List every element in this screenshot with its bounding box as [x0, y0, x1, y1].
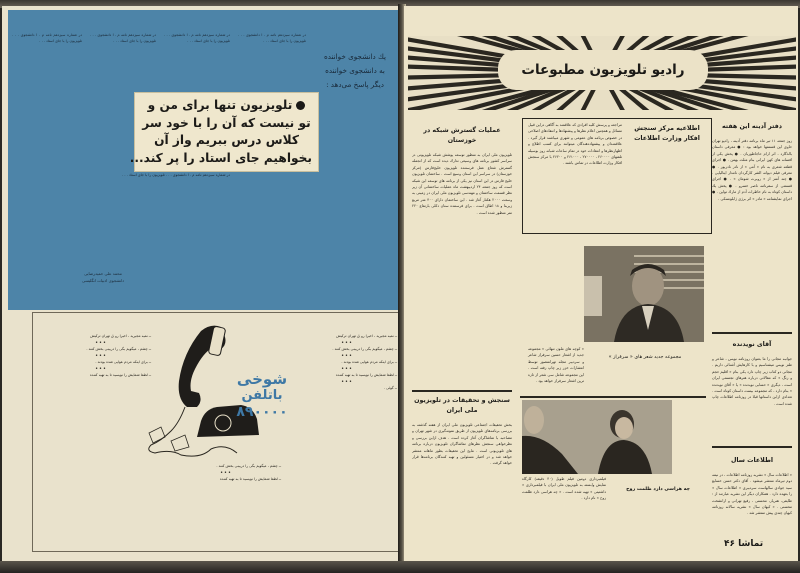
article-navidandeh [712, 340, 792, 409]
theater-article-body [522, 476, 606, 504]
letter-section [8, 10, 402, 310]
article-title: اطلاعات سال [730, 457, 774, 464]
letter-signature [48, 270, 158, 284]
announcement-title [626, 124, 708, 150]
article-khuzestan [412, 126, 512, 382]
article-ettelaat-sal [712, 456, 792, 519]
pull-quote-line: تلویزیون تنها برای من و [141, 97, 312, 115]
humor-column-right: ــ نمیه مجیرید ، اخیرا رو ق تهران ترکیش ••• ــ چشم ، میگویم بگی را دربینی بخش کنند . ••• ــ برای اینکه مردم هوایی شده بودند . ••• ــ لطفا شمایش را نویسید تا به تهیه کننده ••• ــ گوئی . [297, 333, 397, 392]
article-research [412, 396, 512, 546]
theater-article-title: چه هراسی دارد ظلمت روح [626, 487, 690, 492]
article-body: فیلمبرداری دومین فیلم طویل (۴۰ دقیقه) کارگاه نمایش وابسته به تلویزیون ملی ایران با فیلمبرداری « داشتیتی » تهیه شده است . « چه هراسی دارد ظلمت روح » نام دارد . [522, 477, 606, 501]
photo-performers-icon [522, 400, 672, 474]
section-banner [408, 36, 796, 110]
humor-column-left: ــ نمیه مجیرید ، اخیرا رو ق تهران ترکیش ••• ــ چشم ، میگویم بگی را دربینی بخش کنند . ••• ــ برای اینکه مردم هوایی شده بودند . ••• ــ لطفا شمایش را نویسید تا به تهیه کننده [51, 333, 151, 379]
bullet-icon [296, 101, 305, 110]
pull-quote [129, 92, 319, 172]
photo-man-at-desk [584, 246, 704, 342]
article-title: آقای نویدنده [732, 341, 772, 348]
title-line: باتلفن [241, 388, 283, 403]
poetry-article-title: مجموعه جدید شعر های « سرفراز » [608, 355, 682, 360]
letter-heading [312, 50, 398, 92]
article-adineh [712, 122, 792, 204]
article-body: مراجعه و پرسش کلیه افرادی که علاقمند به آگاهی دراین قبیل مسائل و همچنین اعلام نظرها و پیشنهادها و انتقادهای اصلاحی در خصوص برنامه های عمومی و شهری میباشند قرار گیرد . علاقمندان و پیشنهاددهندگان میتوانند برای کسب اطلاع و اظهارنظرها و انتقادات خود در تمام ساعات شبانه روز بوسیله تلفنهای ۲۶۰۰۰۰ ، ۲۷۰۰۰۰ ، ۲۶۱۰۰۰ و ۲۶۲۰۰ با مرکز سنجش افکار وزارت اطلاعات در تماس باشند . [528, 123, 622, 166]
magazine-logo: تماشا [738, 539, 764, 549]
phone-humor-title [234, 371, 290, 420]
divider [712, 446, 792, 448]
article-title: اطلاعیه مرکز سنجش افکار وزارت اطلاعات [634, 125, 700, 142]
separator: ••• [341, 365, 353, 372]
article-body: تلویزیون ملی ایران به منظور توسعه پوشش شبکه تلویزیونی در سراسر کشور برنامه های وسیعی تدارك دیده است که از انجمله گسترش شعاع عمل فرستنده تلویزیون خلیج‌فارس (مرکز خوزستان) در سراسر این استان وسیع است . ساختمان تلویزیون خلیج فارس در این استان نیز یکی از برنامه های توسعه این شبکه است که روز جمعه ۲۴ اردیبهشت ماه عملیات ساختمانی آن زیر نظر قسمت ساختمان و مهندسی تلویزیون ملی ایران در زمینی به وسعت ۲۰۰۰ هکتار آغاز شد . این ساختمان دارای ۴۰۰ متر مربع زیربنا و ۱۸ اطاق است . برای فرستنده ستان دکلی بارتفاع ۲۲۰ متر منظور شده است . [412, 153, 512, 215]
separator: ••• [341, 339, 353, 346]
article-title: دفتر آدینه این هفته [721, 123, 783, 130]
phone-number: ۸۹۰۰۰۰ [236, 404, 288, 420]
divider [712, 332, 792, 334]
title-line: شوخی [236, 370, 288, 388]
separator: ••• [95, 365, 107, 372]
article-title: سنجش و تحقیقات در تلویزیون ملی ایران [414, 397, 510, 414]
article-body: جوانبه مجانی را ما بعنوان روزنامه نویس ، شاعر و طنز نویس میشناسیم و با کارهایش آشنائی داریم . مجانی دو کتاب زیر چاپ دارد یکی بنام « اقلیم حجم و رنگ » که مقالاتی درباره هنرهای تجسمی ایران است ، دیگری « حسابی نویدنده » یا « آقای نویدنده » بنام دارد ، که مجموعه بیست داستان کوتاه است . تعدادی ازاین داستانها قبلا در روزنامه اطلاعات چاپ شده است . [712, 357, 792, 406]
humor-column-center: ــ چشم ، میگویم بگی را دربینی بخش کنند . ••• ــ لطفا شمایش را نویسید تا به تهیه کننده [171, 463, 281, 483]
letter-column-1: در شماره سیزدهم نامه م . ا دانشجوی . . . تلویزیون را با جای استاد . . . [238, 33, 306, 44]
letter-column-2: در شماره سیزدهم نامه م . ا دانشجوی . . . تلویزیون را با جای استاد . . . [164, 33, 230, 44]
article-body: « کوچه های ملون تنهائی » مجموعه جدید از اشعار حسین سرفراز شاعر و سردبیر مجله تهرانمصور توسط انتشارات خزر زیر چاپ رفته است . این مجموعه شامل سی شعر از تازه ترین اشعار سرفراز خواهد بود . [528, 347, 584, 384]
signature-title: دانشجوی ادبیات انگلیسی [82, 278, 124, 283]
phone-humor-box [32, 312, 402, 552]
article-body: روز جمعه ۱۱ تیر ماه برنامه دفتر آدینه ، رادیو تهران حاوی این قسمتها خواهد بود : ● معرفی داستان بالذگارد ، اثر ارام حاجاطوریان . ● پخش یکی از افسانه های کهن ایرانی بنام مثلث بهمن . ● اجرای قطعه شعری به نام « آنتی » از نادر نادرپور . ● معرفی فیلم دیوانه الشر کارگردان نامدار ایتالیایی . ● چند آنتنز از « روبرت شومان » . ● اجرای قسمتی از سفرنامه ناصر خسرو . ● پخش یك داستان کوتاه به نام خاطرات آدم از مارك تواین . ● اجرای نمایشنامه « مادر » اثر برژی ژابلونسکی . [712, 139, 792, 201]
page-footer [724, 539, 763, 549]
left-page [2, 6, 402, 562]
photo-theater-performers [522, 400, 672, 474]
letter-heading-line: دیگر پاسخ می‌دهد : [326, 80, 384, 89]
divider [412, 390, 512, 392]
photo-man-icon [584, 246, 704, 342]
letter-heading-line: یك دانشجوی خواننده [323, 52, 387, 61]
divider [520, 396, 706, 398]
separator: ••• [95, 352, 107, 359]
article-body: « اطلاعات سال » نشریه روزنامه اطلاعات ، در نیمه دوم تیرماه منتشر میشود . آقای دکتر حسن خسابع سید جوادی سالهاست سردبیری « اطلاعات سال » را بعهده دارد . همکاران دیگر این نشریه عبارتند از : طایفی، هنریار، محسنی ، رفیع تهرانی و ارانشخت محسنی . « کیهان سال » نشریه سالانه روزنامه کیهان چندی پیش منتشر شد . [712, 473, 792, 516]
article-title: عملیات گسترش شبکه در خوزستان [423, 127, 501, 144]
page-number: ۴۶ [724, 539, 735, 549]
signature-name: محمد علی حمیدرضایی [84, 271, 122, 276]
letter-column-4: در شماره سیزدهم نامه م . ا دانشجوی . . . تلویزیون را با جای استاد . . . [12, 33, 82, 44]
separator: ••• [95, 339, 107, 346]
separator: ••• [220, 469, 232, 476]
right-page [404, 6, 798, 562]
letter-column-3: در شماره سیزدهم نامه م . ا دانشجوی . . . تلویزیون را با جای استاد . . . [90, 33, 156, 44]
letter-heading-line: به دانشجوی خواننده [325, 66, 385, 75]
letter-column-lower: در شماره سیزدهم نامه م . ا دانشجوی . . . تلویزیون را با جای استاد . . . [122, 173, 230, 177]
poetry-article-body [528, 346, 584, 386]
pull-quote-line: تو نیست که آن را با خود سر [142, 115, 311, 130]
page-bottom-edge [0, 561, 800, 573]
separator: ••• [341, 378, 353, 385]
announcement-body [528, 122, 622, 230]
pull-quote-line: کلاس درس ببریم واز آن [154, 133, 299, 147]
article-body: بخش تحقیقات اجتماعی تلویزیون ملی ایران از هفته گذشته به بررسی برنامه‌های تلویزیون از طریق نمونه‌گیری در شهر تهران و مصاحبه با تماشاگران آغاز کرده است . هدف ازاین بررسی و نظرخواهی سنجش نظرهای تماشاگران تلویزیون درباره برنامه های تلویزیونی است . نتایج این تحقیقات بطور ماهانه منتشر خواهد شد و در اختیار مسئولین و تهیه کنندگان برنامه‌ها قرار خواهد گرفت . [412, 423, 512, 466]
banner-title: رادیو تلویزیون مطبوعات [498, 50, 708, 90]
separator: ••• [341, 352, 353, 359]
pull-quote-line: بخواهیم جای استاد را پر کند... [129, 150, 312, 165]
